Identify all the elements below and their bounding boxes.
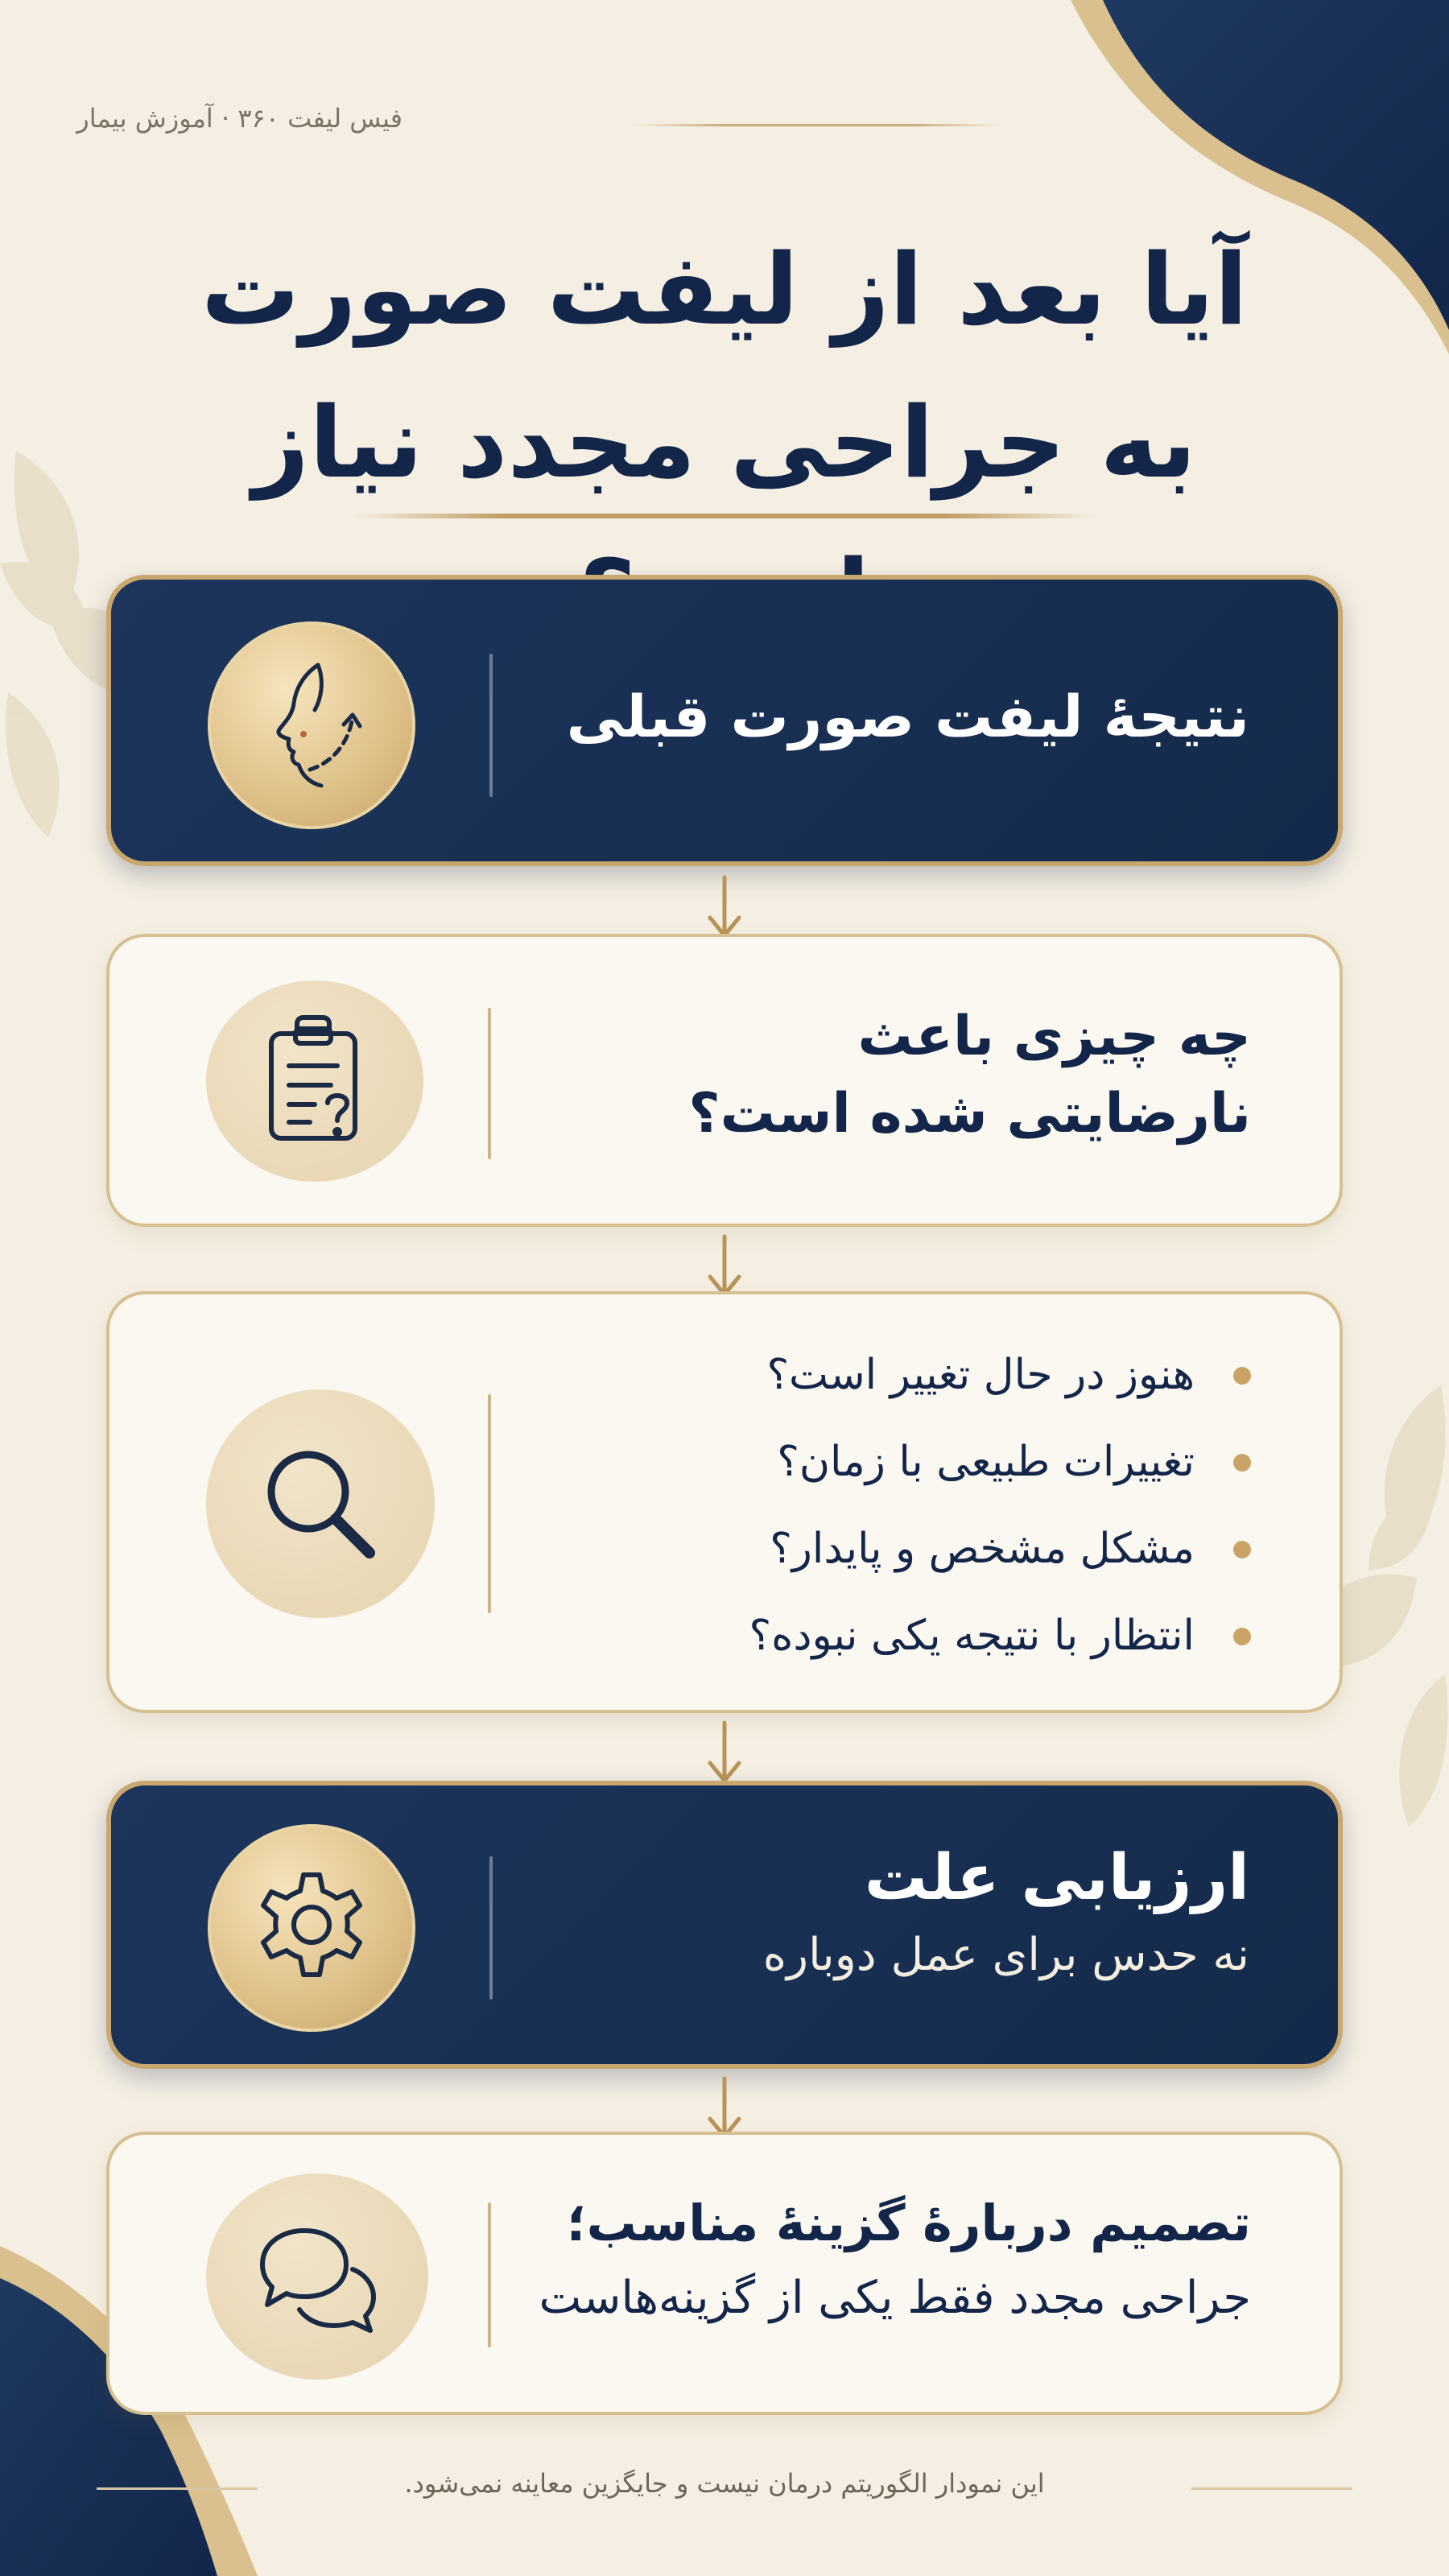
step-title-line-1: چه چیزی باعث: [857, 1005, 1251, 1068]
step-subtitle: جراحی مجدد فقط یکی از گزینه‌هاست: [539, 2272, 1251, 2324]
face-profile-icon: [208, 621, 415, 829]
list-item: هنوز در حال تغییر است؟: [749, 1331, 1251, 1418]
card-divider: [489, 654, 493, 797]
step-title: [688, 998, 1251, 1153]
footer: [97, 2463, 1352, 2512]
list-item: انتظار با نتیجه یکی نبوده؟: [749, 1592, 1251, 1679]
title-line-2: به جراحی مجدد نیاز: [252, 386, 1197, 500]
header-bar: [76, 97, 1352, 153]
chat-bubbles-icon: [206, 2174, 428, 2380]
title-divider: [354, 514, 1095, 518]
gear-icon: [208, 1824, 415, 2032]
step-title: تصمیم دربارهٔ گزینهٔ مناسب؛: [566, 2194, 1251, 2252]
step-card-decision: [106, 2132, 1343, 2415]
brand-label: فیس لیفت ۳۶۰ · آموزش بیمار: [76, 103, 402, 134]
step-text: [763, 1842, 1249, 1981]
arrow-down-icon: [702, 1719, 747, 1787]
step-title: نتیجهٔ لیفت صورت قبلی: [566, 683, 1249, 750]
card-divider: [489, 1856, 493, 2000]
question-list: [749, 1331, 1251, 1679]
header-rule: [632, 124, 1002, 126]
list-item: مشکل مشخص و پایدار؟: [749, 1505, 1251, 1592]
arrow-down-icon: [702, 874, 747, 942]
card-divider: [488, 1394, 491, 1613]
footer-note: این نمودار الگوریتم درمان نیست و جایگزین معاینه نمی‌شود.: [404, 2468, 1045, 2499]
list-item: تغییرات طبیعی با زمان؟: [749, 1418, 1251, 1505]
step-subtitle: نه حدس برای عمل دوباره: [762, 1929, 1249, 1981]
step-card-previous-result: [106, 575, 1343, 866]
step-title: ارزیابی علت: [864, 1842, 1249, 1914]
title-line-1: آیا بعد از لیفت صورت: [200, 233, 1249, 347]
step-card-dissatisfaction-cause: [106, 934, 1343, 1227]
step-text: [539, 2191, 1251, 2324]
step-card-cause-evaluation: [106, 1781, 1343, 2069]
card-divider: [488, 1008, 491, 1159]
step-title-line-2: نارضایتی شده است؟: [688, 1082, 1251, 1146]
magnifier-icon: [206, 1389, 435, 1618]
card-divider: [488, 2202, 491, 2347]
step-card-questions: [106, 1291, 1343, 1713]
clipboard-question-icon: [206, 980, 423, 1182]
